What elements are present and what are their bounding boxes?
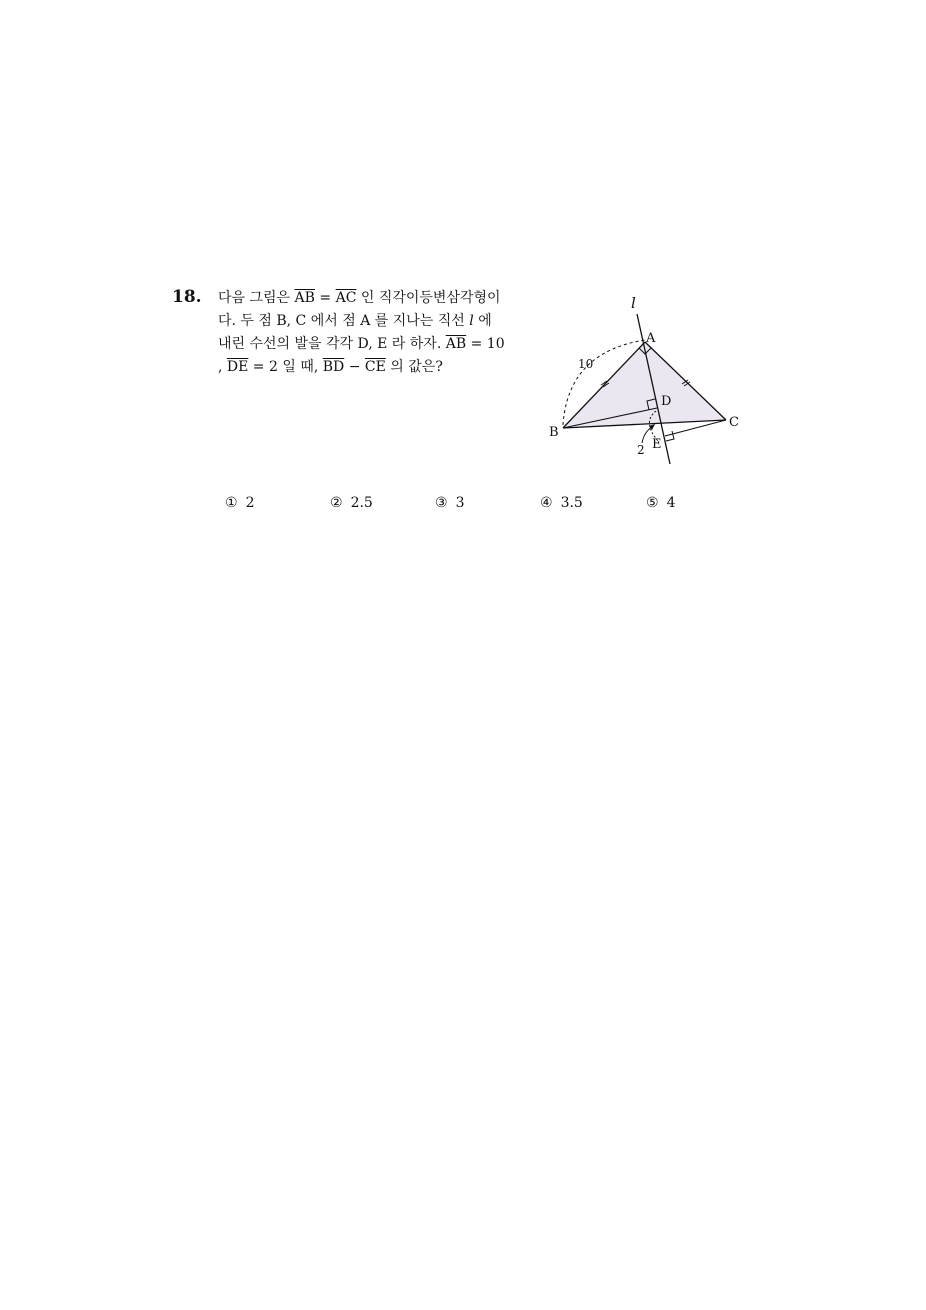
label-a: A	[646, 331, 656, 346]
choice-value: 3.5	[560, 495, 583, 511]
choice-value: 4	[666, 495, 676, 511]
choice-3[interactable]	[435, 495, 464, 511]
label-b: B	[549, 425, 559, 440]
label-2: 2	[637, 443, 645, 457]
label-l: l	[631, 294, 636, 312]
stem-text: ,	[218, 359, 227, 375]
choice-5[interactable]	[646, 495, 675, 511]
stem-text: −	[344, 359, 365, 375]
stem-text: = 2 일 때,	[248, 359, 323, 375]
segment-ac: $\overline{AC}$	[335, 290, 357, 306]
stem-line-4	[218, 356, 538, 379]
choice-value: 2	[245, 495, 255, 511]
stem-line-1	[218, 287, 538, 310]
problem-stem	[218, 287, 538, 379]
triangle-diagram	[540, 288, 760, 468]
stem-text: = 10	[466, 336, 505, 352]
problem-18	[0, 0, 926, 560]
stem-text: 에	[473, 313, 492, 329]
stem-line-3	[218, 333, 538, 356]
choice-mark: ⑤	[646, 495, 659, 511]
label-e: E	[652, 437, 662, 452]
stem-text: 의 값은?	[385, 359, 443, 375]
choice-mark: ④	[540, 495, 553, 511]
label-d: D	[661, 394, 672, 409]
choice-2[interactable]	[330, 495, 373, 511]
label-c: C	[729, 415, 739, 430]
segment-bd: $\overline{BD}$	[322, 359, 345, 375]
line-l: l	[469, 313, 474, 329]
choice-value: 3	[455, 495, 465, 511]
choice-4[interactable]	[540, 495, 583, 511]
choice-mark: ①	[225, 495, 238, 511]
label-10: 10	[578, 357, 594, 371]
choice-mark: ③	[435, 495, 448, 511]
triangle-figure	[540, 288, 760, 472]
segment-ab: $\overline{AB}$	[445, 336, 467, 352]
stem-text: 다. 두 점 B, C 에서 점 A 를 지나는 직선	[218, 313, 470, 329]
stem-line-2	[218, 310, 538, 333]
choice-value: 2.5	[350, 495, 373, 511]
segment-de: $\overline{DE}$	[226, 359, 249, 375]
triangle-fill	[563, 342, 726, 428]
choice-1[interactable]	[225, 495, 254, 511]
problem-number: 18.	[172, 287, 202, 307]
choice-mark: ②	[330, 495, 343, 511]
stem-text: 내린 수선의 발을 각각 D, E 라 하자.	[218, 336, 446, 352]
right-angle-e	[666, 431, 674, 441]
answer-choices	[0, 495, 926, 517]
segment-ab: $\overline{AB}$	[294, 290, 315, 306]
stem-text: 인 직각이등변삼각형이	[356, 290, 501, 306]
stem-text: 다음 그림은	[218, 290, 295, 306]
segment-ce: $\overline{CE}$	[364, 359, 386, 375]
stem-text: =	[314, 290, 336, 306]
